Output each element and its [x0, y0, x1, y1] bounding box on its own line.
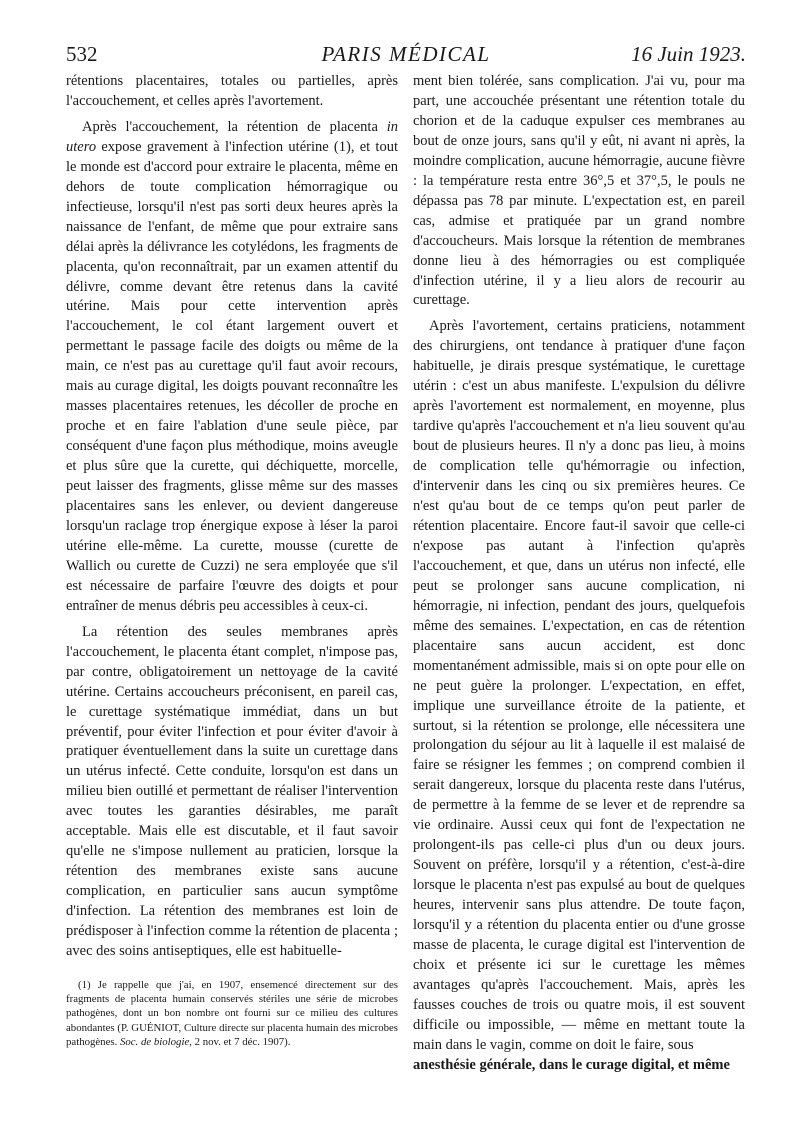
paragraph: ment bien tolérée, sans complication. J'ai vu, pour ma part, une accouchée présentant une rétention totale du chorion et de la caduque expulser ces membranes au bout de onze jours, sans qu'il y eût, ni avant ni après, la moindre complication, aucune hémorragie, aucune fièvre : la température resta entre 36°,5 et 37°,5, le pouls ne dépassa pas 78 par minute. L'expectation est, en pareil cas, admise et pratiquée par un grand nombre d'accoucheurs. Mais lorsque la rétention de membranes donne lieu à des hémorragies ou est compliquée d'infection utérine, il y a lieu alors de recourir au curettage. — [413, 73, 745, 309]
left-column — [66, 72, 398, 1049]
latin-term: in utero — [66, 118, 398, 155]
footnote-text: , 2 nov. et 7 déc. 1907). — [189, 1035, 291, 1048]
paragraph: Après l'avortement, certains praticiens, notamment des chirurgiens, ont tendance à pratiquer d'une façon habituelle, je dirais presque systématique, le curettage utérin : c'est un abus manifeste. L'expulsion du délivre après l'avortement est normalement, en moyenne, plus tardive qu'après l'accouchement et n'a lieu souvent qu'au bout de plusieurs heures. Il n'y a donc pas lieu, à moins de complication telle qu'hémorragie ou infection, d'intervenir dans les cinq ou six premières heures. Ce n'est qu'au bout de ce temps qu'on peut parler de rétention placentaire. Encore faut-il savoir que celle-ci n'expose pas autant à l'infection qu'après l'accouchement, et que, dans un utérus non infecté, elle peut se prolonger sans aucune complication, ni hémorragie, ni infection, pendant des jours, quelquefois même des semaines. L'expectation, en cas de rétention placentaire sans aucun accident, est donc momentanément admissible, mais si on opte pour elle on ne peut guère la prolonger. L'expectation, en effet, implique une surveillance étroite de la patiente, et surtout, si la rétention se prolonge, elle nécessitera une prolongation du séjour au lit à laquelle il est malaisé de faire se résigner les femmes ; on comprend combien il serait dangereux, lorsque du placenta reste dans l'utérus, de permettre à la femme de se lever et de reprendre sa vie ordinaire. Aussi ceux qui font de l'expectation ne prolongent-ils pas celle-ci plus d'un ou deux jours. Souvent on préfère, lorsqu'il y a rétention, c'est-à-dire lorsque le placenta n'est pas expulsé au bout de quelques heures, intervenir sans plus attendre. De toute façon, lorsqu'il y a rétention du placenta entier ou d'une grosse masse de placenta, le curage digital est l'intervention de choix et présente ici sur le curettage les mêmes avantages qu'après l'accouchement. Mais, après les fausses couches de trois ou quatre mois, il est souvent difficile ou impossible, — même en mettant toute la main dans le vagin, comme on doit le faire, sous — [413, 318, 745, 1053]
paragraph: rétentions placentaires, totales ou partielles, après l'accouchement, et celles après l'avortement. — [66, 73, 398, 109]
footnote-journal: Soc. de biologie — [119, 1035, 190, 1048]
footnote-text: (1) Je rappelle que j'ai, en 1907, ensemencé directement sur des fragments de placenta humain conservés stériles une série de microbes pathogènes, dont un bon nombre ont fourni sur ce milieu des cultures abondantes (P. GUÉNIOT, Culture directe sur placenta humain des microbes pathogènes. — [66, 978, 398, 1048]
right-column — [413, 72, 745, 1076]
paragraph-text: expose gravement à l'infection utérine (1), et tout le monde est d'accord pour extraire le placenta, même en dehors de toute complication hémorragique ou infectieuse, lorsqu'il n'est pas sorti deux heures après la naissance de l'enfant, de même que pour extraire sans délai après la délivrance les cotylédons, les fragments de placenta, qu'on reconnaîtrait, par un examen attentif du délivre, comme devant être retenus dans la cavité utérine. Mais pour cette intervention après l'accouchement, le col étant largement ouvert et permettant le passage facile des doigts ou même de la main, ce n'est pas au curettage qu'il faut avoir recours, mais au curage digital, les doigts pouvant reconnaître les masses placentaires retenues, les décoller de proche en proche et en faire l'ablation d'une seule pièce, par conséquent d'une façon plus méthodique, moins aveugle et plus sûre que la curette, qui déchiquette, morcelle, peut laisser des fragments, glisse même sur des masses placentaires sans les enlever, ou devient dangereuse lorsqu'un raclage trop énergique expose à léser la paroi utérine elle-même. La curette, mousse (curette de Wallich ou curette de Cuzzi) ne sera employée que s'il est nécessaire de parfaire l'œuvre des doigts et pour entraîner de menus débris peu accessibles à ceux-ci. — [66, 138, 398, 614]
footnote — [66, 978, 398, 1049]
page-number: 532 — [66, 42, 98, 66]
running-header — [66, 42, 746, 72]
paragraph: La rétention des seules membranes après l'accouchement, le placenta étant complet, n'impose pas, par contre, obligatoirement un nettoyage de la cavité utérine. Certains accoucheurs préconisent, en pareil cas, le curettage systématique immédiat, dans un but préventif, pour éviter l'infection et pour éviter d'avoir à pratiquer éventuellement dans la suite un curettage dans un utérus infecté. Cette conduite, lorsqu'on est dans un milieu bien outillé et permettant de réaliser l'intervention avec toutes les garanties désirables, me paraît acceptable. Mais elle est discutable, et il faut savoir qu'elle ne s'impose nullement au praticien, lorsque la rétention des membranes existe sans aucune complication, en particulier sans aucun symptôme d'infection. La rétention des membranes est loin de prédisposer à l'infection comme la rétention de placenta ; avec des soins antiseptiques, elle est habituelle- — [66, 623, 398, 959]
last-line: anesthésie générale, dans le curage digital, et même — [413, 1056, 730, 1073]
issue-date: 16 Juin 1923. — [631, 42, 746, 66]
paragraph — [66, 118, 398, 617]
paragraph-text: Après l'accouchement, la rétention de placenta — [82, 118, 387, 135]
journal-title: PARIS MÉDICAL — [321, 42, 491, 66]
